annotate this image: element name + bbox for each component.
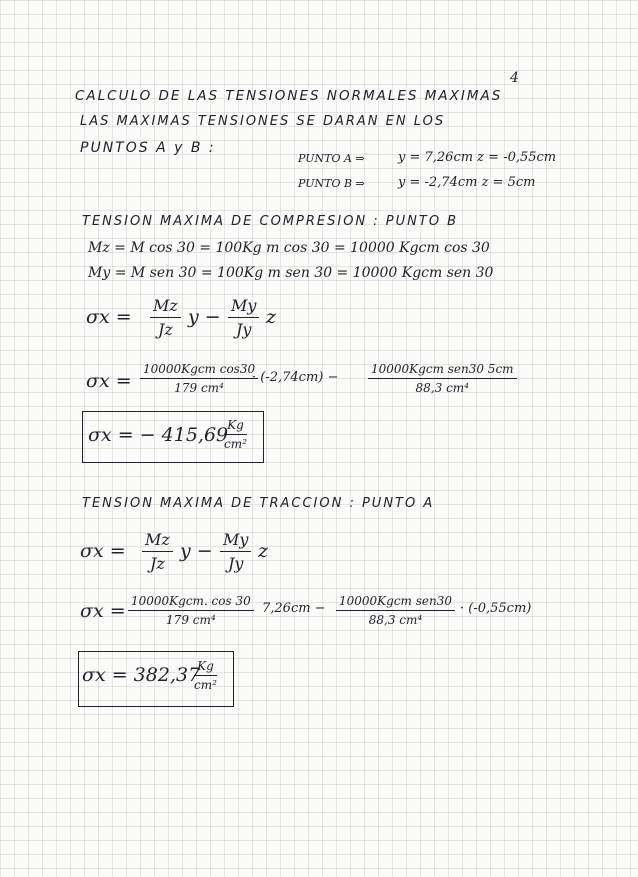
traction-sub-lhs: σx = xyxy=(80,600,126,622)
compression-sub-num-1: 10000Kgcm cos30 xyxy=(140,362,258,379)
compression-formula-end: z xyxy=(266,306,277,328)
point-a-values: y = 7,26cm z = -0,55cm xyxy=(398,150,557,165)
traction-result-unit xyxy=(194,659,217,692)
compression-mz-line: Mz = M cos 30 = 100Kg m cos 30 = 10000 Kgcm cos 30 xyxy=(88,240,490,256)
traction-sub-den-2: 88,3 cm⁴ xyxy=(368,613,423,627)
traction-formula-frac-z xyxy=(142,530,173,573)
intro-line-2: PUNTOS A y B : xyxy=(80,140,216,156)
traction-formula-jz: Jz xyxy=(149,554,165,573)
compression-formula-mid: y − xyxy=(188,306,221,328)
traction-sub-end: · (-0,55cm) xyxy=(460,601,532,616)
compression-formula-my: My xyxy=(228,296,259,318)
point-b-values: y = -2,74cm z = 5cm xyxy=(398,175,536,190)
traction-sub-den-1: 179 cm⁴ xyxy=(166,613,216,627)
traction-formula-frac-y xyxy=(220,530,251,573)
page-number: 4 xyxy=(510,70,519,86)
traction-sub-frac-2 xyxy=(336,594,455,627)
traction-sub-mid: 7,26cm − xyxy=(262,601,326,616)
traction-formula-mid: y − xyxy=(180,540,213,562)
traction-sub-frac-1 xyxy=(128,594,254,627)
traction-formula-my: My xyxy=(220,530,251,552)
page-title: CALCULO DE LAS TENSIONES NORMALES MAXIMAS xyxy=(75,88,503,104)
traction-result-unit-num: Kg xyxy=(194,659,217,676)
compression-formula-frac-z xyxy=(150,296,181,339)
compression-result-unit-den: cm² xyxy=(224,437,247,451)
compression-sub-frac-2 xyxy=(368,362,517,395)
compression-formula-lhs: σx = xyxy=(86,306,132,328)
compression-sub-den-1: 179 cm⁴ xyxy=(174,381,224,395)
traction-formula-jy: Jy xyxy=(227,554,244,573)
traction-sub-num-1: 10000Kgcm. cos 30 xyxy=(128,594,254,611)
traction-formula-end: z xyxy=(258,540,269,562)
compression-sub-den-2: 88,3 cm⁴ xyxy=(415,381,469,395)
compression-formula-jz: Jz xyxy=(157,320,173,339)
compression-formula-jy: Jy xyxy=(235,320,252,339)
point-b-label: PUNTO B ⇒ xyxy=(298,177,365,190)
compression-sub-num-2: 10000Kgcm sen30 5cm xyxy=(368,362,517,379)
compression-result-unit xyxy=(224,418,247,451)
traction-heading: TENSION MAXIMA DE TRACCION : PUNTO A xyxy=(82,496,435,511)
traction-result-value: σx = 382,37 xyxy=(82,664,201,686)
compression-result-value: σx = − 415,69 xyxy=(88,424,229,446)
traction-sub-num-2: 10000Kgcm sen30 xyxy=(336,594,455,611)
compression-formula-frac-y xyxy=(228,296,259,339)
compression-sub-frac-1 xyxy=(140,362,258,395)
compression-heading: TENSION MAXIMA DE COMPRESION : PUNTO B xyxy=(82,214,459,229)
compression-result-unit-num: Kg xyxy=(224,418,247,435)
compression-my-line: My = M sen 30 = 100Kg m sen 30 = 10000 Kgcm sen 30 xyxy=(88,265,494,281)
compression-formula-mz: Mz xyxy=(150,296,181,318)
traction-formula-lhs: σx = xyxy=(80,540,126,562)
point-a-label: PUNTO A ⇒ xyxy=(298,152,365,165)
traction-formula-mz: Mz xyxy=(142,530,173,552)
compression-sub-lhs: σx = xyxy=(86,370,132,392)
intro-line-1: LAS MAXIMAS TENSIONES SE DARAN EN LOS xyxy=(80,114,446,129)
compression-sub-mid: · (-2,74cm) − xyxy=(252,370,339,385)
traction-result-unit-den: cm² xyxy=(194,678,217,692)
